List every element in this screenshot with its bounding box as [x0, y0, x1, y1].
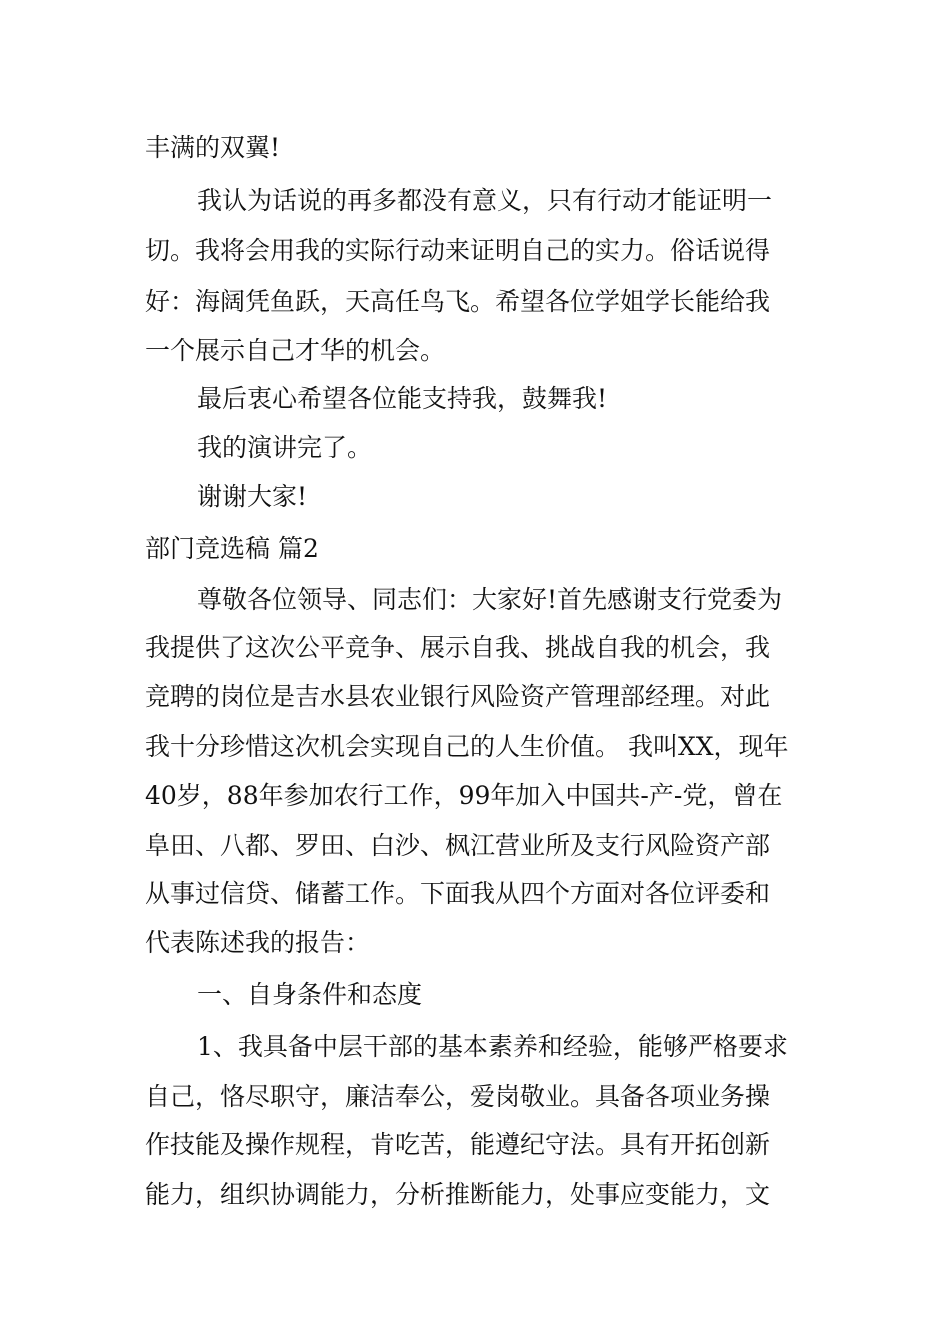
text-line: 好：海阔凭鱼跃，天高任鸟飞。希望各位学姐学长能给我	[145, 287, 771, 316]
text-line: 自己，恪尽职守，廉洁奉公，爱岗敬业。具备各项业务操	[145, 1082, 771, 1111]
text-line: 代表陈述我的报告：	[145, 928, 371, 957]
text-line: 我认为话说的再多都没有意义，只有行动才能证明一	[197, 186, 773, 215]
text-line: 尊敬各位领导、同志们：大家好!首先感谢支行党委为	[197, 585, 783, 614]
text-line: 从事过信贷、储蓄工作。下面我从四个方面对各位评委和	[145, 879, 771, 908]
text-line: 一个展示自己才华的机会。	[145, 336, 446, 365]
text-line: 作技能及操作规程，肯吃苦，能遵纪守法。具有开拓创新	[145, 1130, 771, 1159]
text-line: 我的演讲完了。	[197, 433, 373, 462]
text-line: 能力，组织协调能力，分析推断能力，处事应变能力，文	[145, 1180, 771, 1209]
text-line: 40岁，88年参加农行工作，99年加入中国共-产-党，曾在	[145, 781, 783, 810]
text-line: 切。我将会用我的实际行动来证明自己的实力。俗话说得	[145, 236, 771, 265]
text-line: 我十分珍惜这次机会实现自己的人生价值。 我叫XX，现年	[145, 732, 789, 761]
text-line: 最后衷心希望各位能支持我，鼓舞我!	[197, 384, 608, 413]
text-line: 阜田、八都、罗田、白沙、枫江营业所及支行风险资产部	[145, 831, 771, 860]
text-line: 1、我具备中层干部的基本素养和经验，能够严格要求	[197, 1032, 788, 1061]
text-line: 我提供了这次公平竞争、展示自我、挑战自我的机会，我	[145, 633, 771, 662]
text-line: 竞聘的岗位是吉水县农业银行风险资产管理部经理。对此	[145, 682, 771, 711]
text-line: 一、自身条件和态度	[197, 980, 423, 1009]
text-line: 谢谢大家!	[197, 482, 308, 511]
section-heading: 部门竞选稿 篇2	[145, 534, 319, 563]
text-line: 丰满的双翼!	[145, 133, 281, 162]
